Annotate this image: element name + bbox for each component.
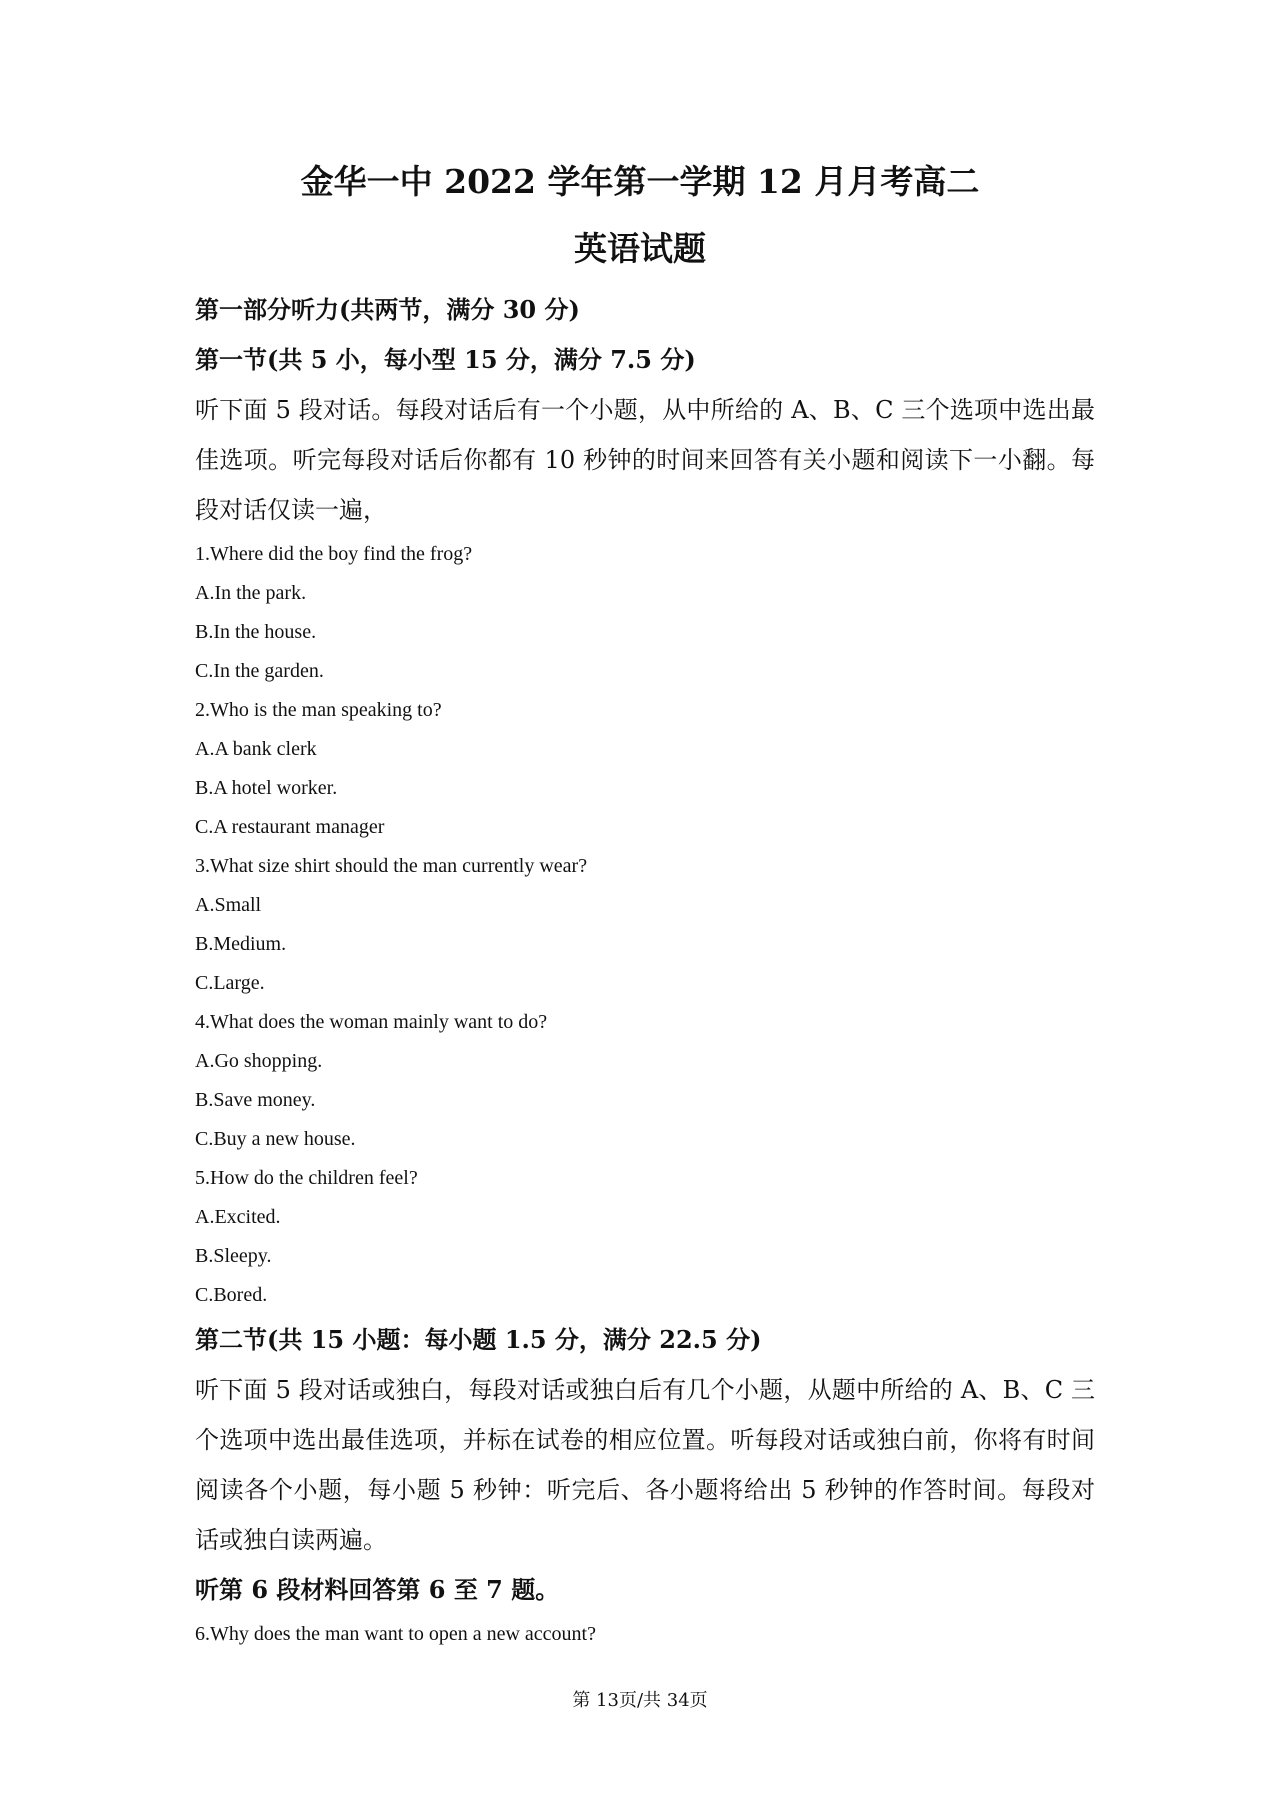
- answer-option-b: B.A hotel worker.: [195, 777, 338, 799]
- question-block-4: [195, 1003, 1095, 1159]
- answer-option-b: B.Sleepy.: [195, 1245, 272, 1267]
- section2-heading: 第二节(共 15 小题：每小题 1.5 分，满分 22.5 分): [195, 1325, 762, 1354]
- page-number: 第 13页/共 34页: [572, 1690, 708, 1711]
- answer-option-a: A.In the park.: [195, 582, 307, 604]
- section1-heading: 第一节(共 5 小，每小型 15 分，满分 7.5 分): [195, 345, 696, 374]
- question-block-5: [195, 1159, 1095, 1315]
- question-stem: 2.Who is the man speaking to?: [195, 699, 442, 721]
- material-6-heading: 听第 6 段材料回答第 6 至 7 题。: [195, 1575, 560, 1604]
- answer-option-b: B.Save money.: [195, 1089, 316, 1111]
- answer-option-a: A.Small: [195, 894, 262, 916]
- question-block-3: [195, 847, 1095, 1003]
- document-subtitle: 英语试题: [574, 229, 706, 268]
- question-stem: 3.What size shirt should the man currently wear?: [195, 855, 588, 877]
- section1-instructions: 听下面 5 段对话。每段对话后有一个小题，从中所给的 A、B、C 三个选项中选出最佳选项。听完每段对话后你都有 10 秒钟的时间来回答有关小题和阅读下一小翻。每段对话仅读一遍，: [195, 396, 1095, 524]
- question-stem: 5.How do the children feel?: [195, 1167, 418, 1189]
- answer-option-c: C.In the garden.: [195, 660, 324, 682]
- answer-option-b: B.In the house.: [195, 621, 317, 643]
- question-stem: 4.What does the woman mainly want to do?: [195, 1011, 548, 1033]
- question-block-1: [195, 535, 1095, 691]
- answer-option-c: C.Buy a new house.: [195, 1128, 356, 1150]
- answer-option-b: B.Medium.: [195, 933, 287, 955]
- answer-option-c: C.Large.: [195, 972, 265, 994]
- answer-option-a: A.Excited.: [195, 1206, 281, 1228]
- question-stem-6: 6.Why does the man want to open a new account?: [195, 1623, 596, 1645]
- part1-heading: 第一部分听力(共两节，满分 30 分): [195, 295, 580, 324]
- answer-option-a: A.A bank clerk: [195, 738, 317, 760]
- exam-content: [195, 285, 1095, 1654]
- section2-instructions: 听下面 5 段对话或独白，每段对话或独白后有几个小题，从题中所给的 A、B、C 三个选项中选出最佳选项，并标在试卷的相应位置。听每段对话或独白前，你将有时间阅读各个小题，每小题 5 秒钟：听完后、各小题将给出 5 秒钟的作答时间。每段对话或独白读两遍。: [195, 1376, 1095, 1554]
- answer-option-c: C.A restaurant manager: [195, 816, 385, 838]
- document-title: 金华一中 2022 学年第一学期 12 月月考高二: [300, 162, 980, 201]
- answer-option-c: C.Bored.: [195, 1284, 268, 1306]
- question-block-2: [195, 691, 1095, 847]
- question-stem: 1.Where did the boy find the frog?: [195, 543, 473, 565]
- answer-option-a: A.Go shopping.: [195, 1050, 323, 1072]
